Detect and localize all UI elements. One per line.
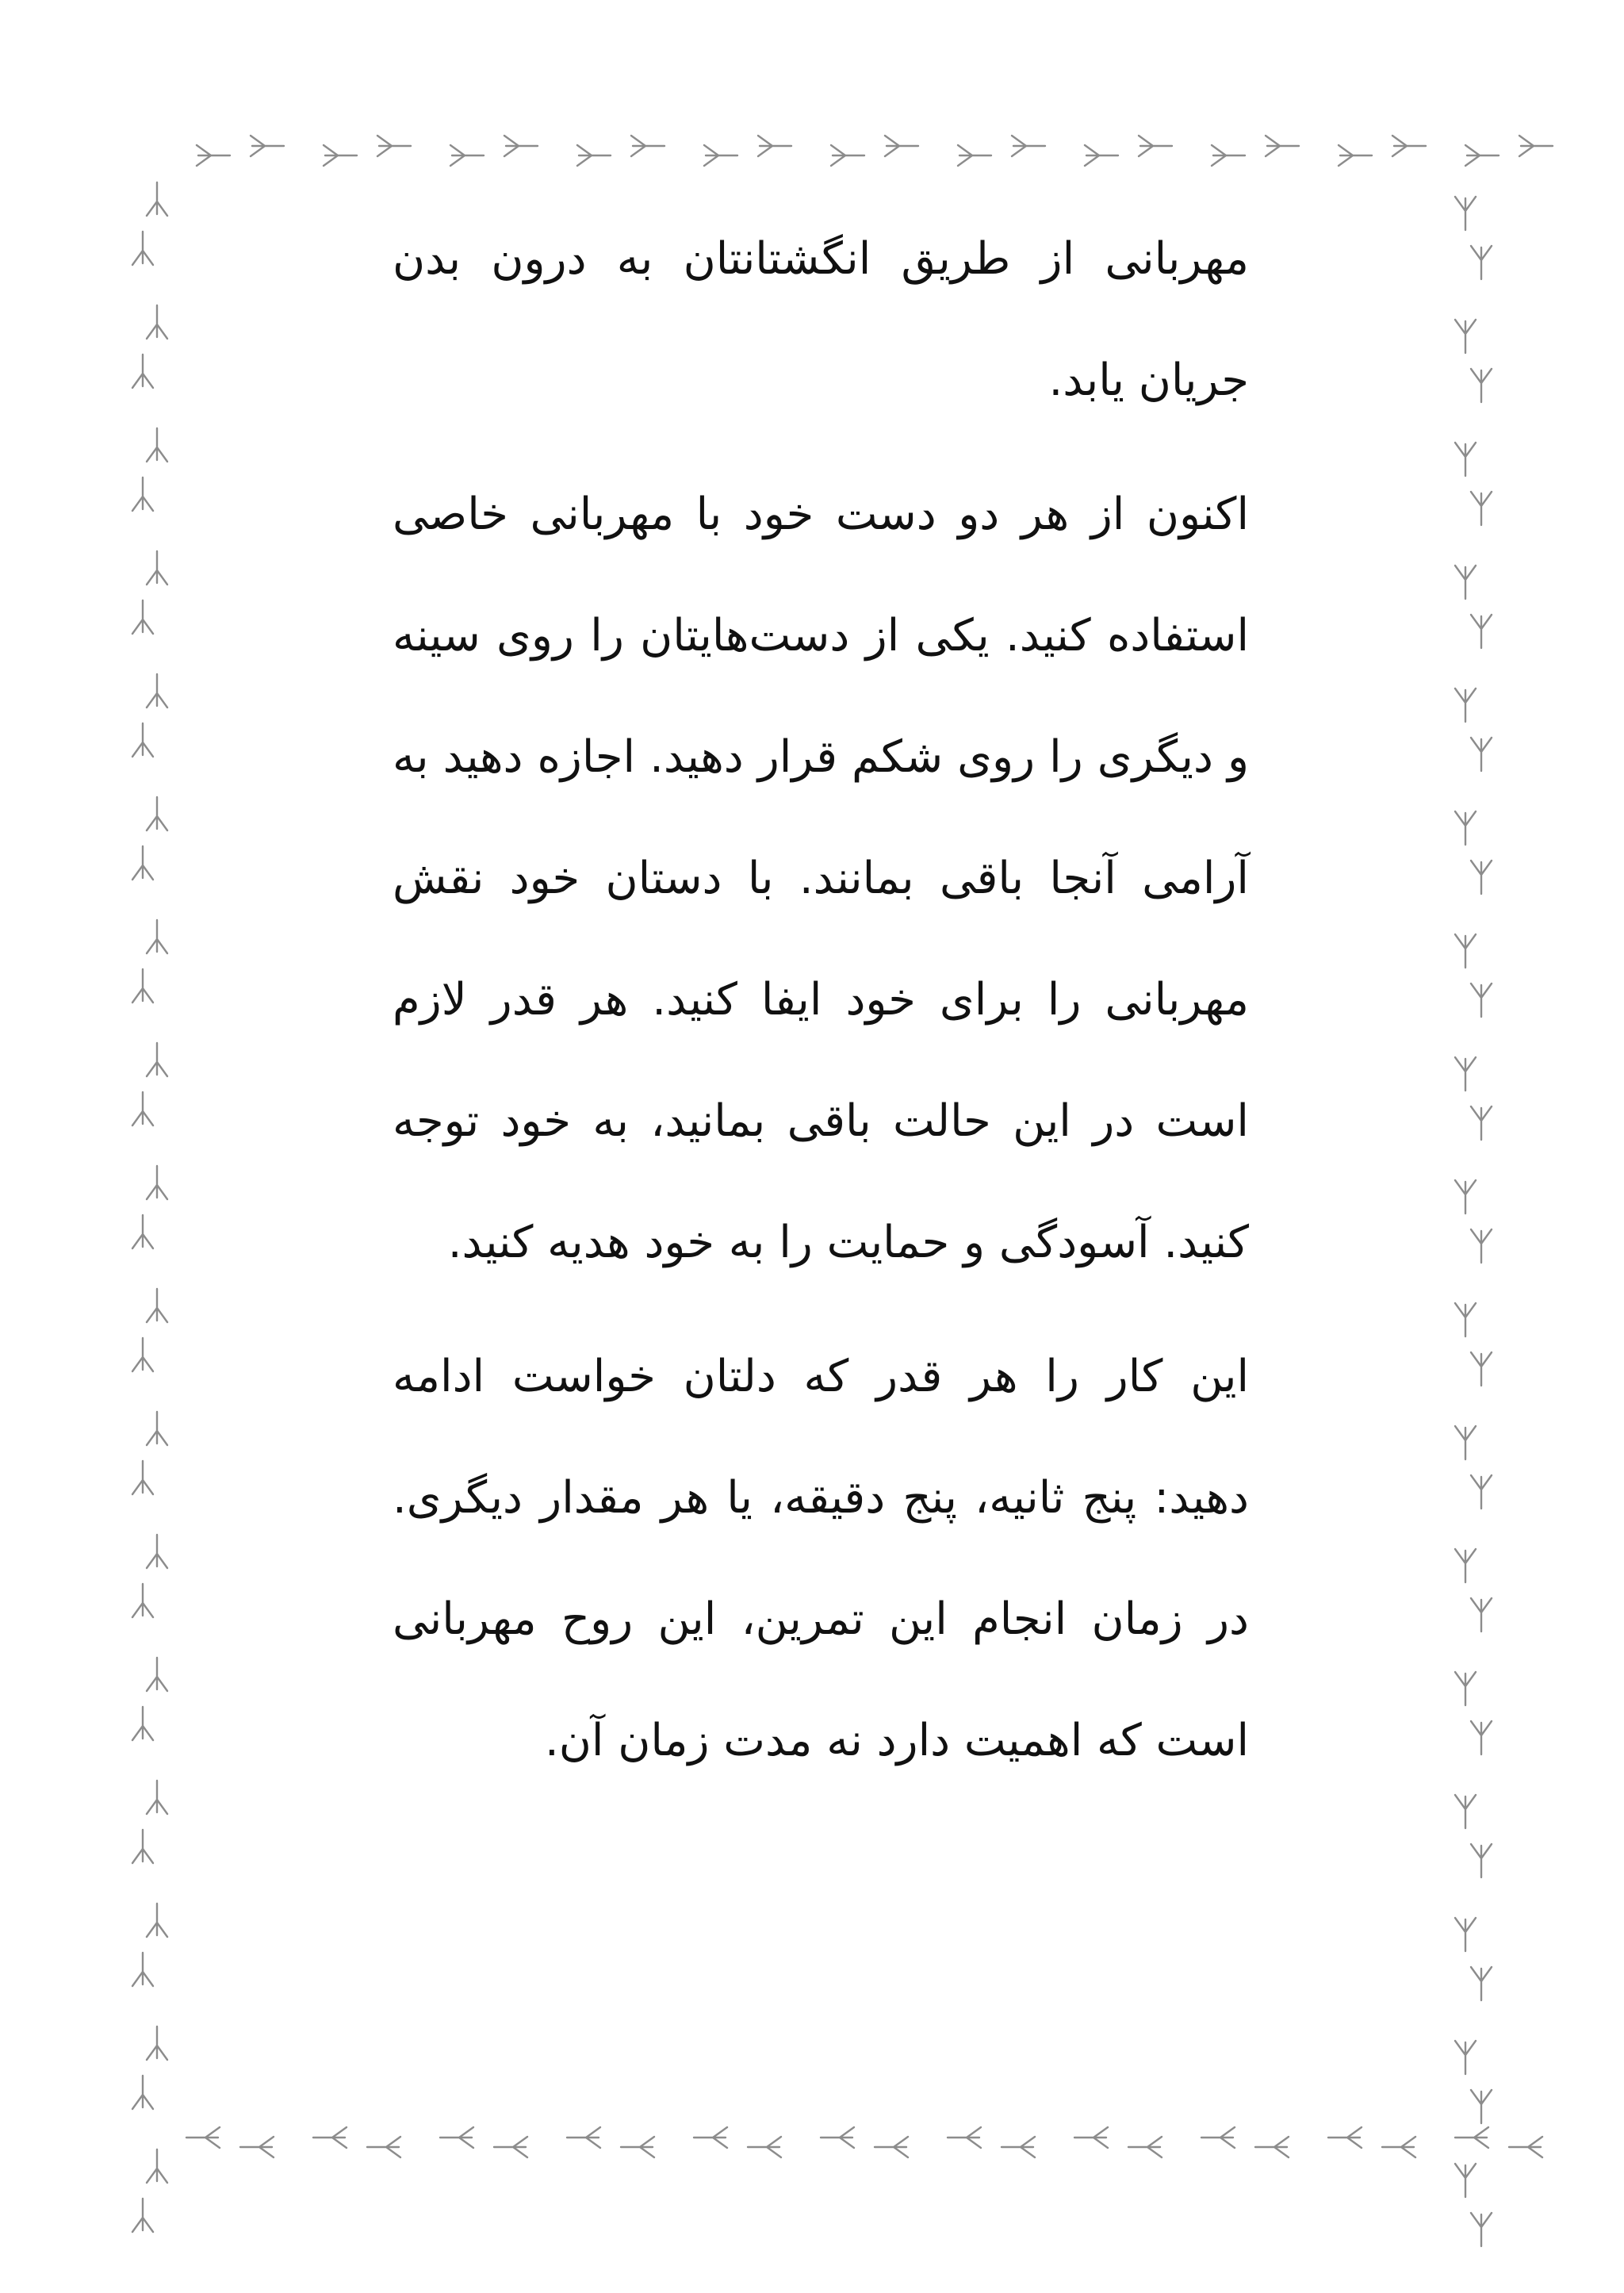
footprint-top	[1139, 136, 1172, 156]
footprint-left	[147, 1535, 167, 1568]
footprint-bottom	[494, 2137, 527, 2157]
footprint-right	[1471, 861, 1492, 894]
footprint-right	[1455, 566, 1476, 599]
footprint-right	[1455, 688, 1476, 722]
footprint-right	[1455, 443, 1476, 476]
footprint-top	[1085, 145, 1118, 166]
footprint-bottom	[694, 2127, 727, 2148]
body-text	[393, 198, 1249, 1801]
footprint-right	[1455, 1549, 1476, 1582]
footprint-left	[132, 355, 153, 388]
footprint-bottom	[186, 2127, 220, 2148]
footprint-left	[132, 723, 153, 757]
footprint-right	[1455, 1426, 1476, 1459]
footprint-left	[147, 1658, 167, 1691]
footprint-top	[1266, 136, 1299, 156]
footprint-right	[1471, 738, 1492, 771]
footprint-left	[147, 1289, 167, 1322]
footprint-left	[147, 1043, 167, 1076]
paragraph-1: مهربانی از طریق انگشتانتان به درون بدن جریان یابد.	[393, 233, 1249, 406]
footprint-left	[147, 182, 167, 216]
footprint-bottom	[1328, 2127, 1362, 2148]
footprint-left	[132, 600, 153, 634]
footprint-left	[132, 1707, 153, 1740]
footprint-top	[885, 136, 918, 156]
footprint-top	[631, 136, 665, 156]
footprint-left	[147, 1166, 167, 1199]
footprint-bottom	[1509, 2137, 1542, 2157]
footprint-left	[132, 2199, 153, 2232]
footprint-left	[132, 2076, 153, 2109]
footprint-right	[1455, 1303, 1476, 1336]
footprint-left	[147, 305, 167, 339]
footprint-right	[1471, 1475, 1492, 1509]
footprint-right	[1455, 1057, 1476, 1091]
footprint-left	[147, 920, 167, 953]
footprint-bottom	[875, 2137, 908, 2157]
footprint-bottom	[1002, 2137, 1035, 2157]
footprint-left	[147, 1781, 167, 1814]
footprint-left	[132, 1830, 153, 1863]
footprint-left	[132, 232, 153, 265]
footprint-bottom	[240, 2137, 274, 2157]
footprint-top	[1339, 145, 1372, 166]
footprint-bottom	[821, 2127, 854, 2148]
footprint-right	[1471, 2090, 1492, 2123]
footprint-right	[1455, 320, 1476, 353]
footprint-right	[1471, 1106, 1492, 1140]
footprint-bottom	[1074, 2127, 1108, 2148]
footprint-right	[1455, 811, 1476, 845]
footprint-bottom	[1255, 2137, 1289, 2157]
footprint-left	[147, 2149, 167, 2183]
footprint-right	[1455, 197, 1476, 230]
footprint-left	[147, 2027, 167, 2060]
footprint-right	[1455, 2164, 1476, 2197]
footprint-right	[1455, 1180, 1476, 1214]
footprint-right	[1455, 2041, 1476, 2074]
footprint-left	[147, 674, 167, 707]
footprint-right	[1455, 934, 1476, 968]
footprint-left	[132, 1461, 153, 1494]
footprint-right	[1471, 492, 1492, 525]
footprint-left	[147, 1904, 167, 1937]
footprint-top	[1519, 136, 1553, 156]
paragraph-2: اکنون از هر دو دست خود با مهربانی خاصی استفاده کنید. یکی از دست‌هایتان را روی سینه و دیگری را روی شکم قرار دهید. اجازه دهید به آرامی آنجا باقی بمانند. با دستان خود نقش مهربانی را برای خود ایفا کنید. هر قدر لازم است در این حالت باقی بمانید، به خود توجه کنید. آسودگی و حمایت را به خود هدیه کنید.	[393, 489, 1249, 1268]
footprint-right	[1471, 984, 1492, 1017]
footprint-top	[251, 136, 284, 156]
footprint-bottom	[1128, 2137, 1162, 2157]
footprint-left	[132, 477, 153, 511]
footprint-right	[1455, 1918, 1476, 1951]
footprint-left	[132, 846, 153, 880]
footprint-top	[1012, 136, 1045, 156]
footprint-bottom	[440, 2127, 473, 2148]
footprint-bottom	[1455, 2127, 1488, 2148]
footprint-left	[132, 1338, 153, 1371]
footprint-top	[758, 136, 791, 156]
footprint-top	[197, 145, 230, 166]
footprint-top	[1212, 145, 1245, 166]
footprint-left	[132, 1584, 153, 1617]
footprint-left	[132, 969, 153, 1003]
footprint-right	[1471, 615, 1492, 648]
footprint-bottom	[567, 2127, 600, 2148]
footprint-right	[1455, 1672, 1476, 1705]
footprint-right	[1471, 1229, 1492, 1263]
footprint-right	[1471, 246, 1492, 279]
footprint-right	[1471, 1967, 1492, 2000]
footprint-left	[147, 797, 167, 830]
footprint-top	[577, 145, 611, 166]
footprint-right	[1471, 369, 1492, 402]
footprint-right	[1471, 1844, 1492, 1877]
footprint-left	[147, 428, 167, 462]
footprint-right	[1471, 2213, 1492, 2246]
footprint-bottom	[748, 2137, 781, 2157]
footprint-left	[132, 1092, 153, 1125]
footprint-bottom	[1382, 2137, 1415, 2157]
footprint-left	[147, 1412, 167, 1445]
footprint-right	[1471, 1352, 1492, 1386]
footprint-top	[1392, 136, 1426, 156]
footprint-bottom	[367, 2137, 400, 2157]
footprint-top	[1465, 145, 1499, 166]
footprint-right	[1455, 1795, 1476, 1828]
footprint-bottom	[948, 2127, 981, 2148]
paragraph-3: این کار را هر قدر که دلتان خواست ادامه دهید: پنج ثانیه، پنج دقیقه، یا هر مقدار دیگری. در زمان انجام این تمرین، این روح مهربانی است که اهمیت دارد نه مدت زمان آن.	[393, 1351, 1249, 1766]
footprint-top	[831, 145, 864, 166]
footprint-top	[377, 136, 411, 156]
footprint-top	[324, 145, 357, 166]
footprint-bottom	[1201, 2127, 1235, 2148]
footprint-left	[132, 1953, 153, 1986]
footprint-top	[958, 145, 991, 166]
footprint-left	[147, 551, 167, 585]
footprint-left	[132, 1215, 153, 1248]
footprint-bottom	[313, 2127, 347, 2148]
footprint-right	[1471, 1598, 1492, 1632]
footprint-top	[450, 145, 484, 166]
footprint-bottom	[621, 2137, 654, 2157]
footprint-right	[1471, 1721, 1492, 1754]
footprint-top	[504, 136, 538, 156]
footprint-top	[704, 145, 737, 166]
